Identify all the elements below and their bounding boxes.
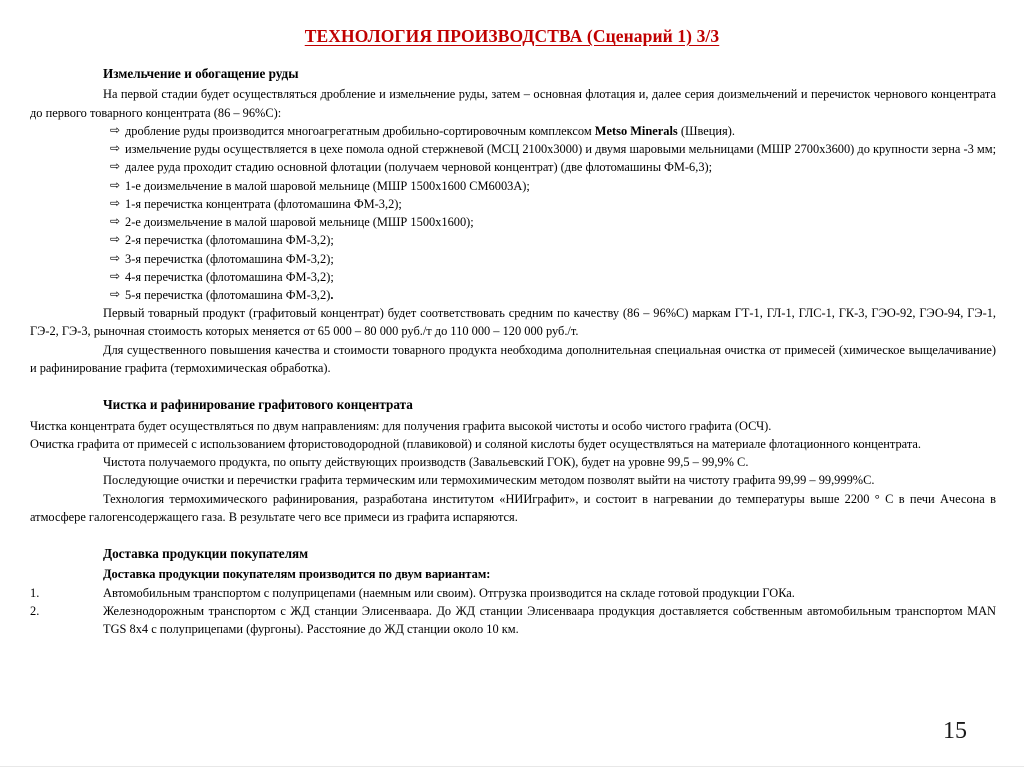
list-item [30, 250, 996, 268]
page-number: 15 [943, 718, 967, 744]
arrow-bullet-icon: ⇨ [110, 214, 121, 229]
list-item-text: 1-е доизмельчение в малой шаровой мельнице (МШР 1500х1600 СМ6003А); [125, 178, 530, 193]
list-item [30, 177, 996, 195]
list-item-number: 1. [30, 585, 40, 600]
list-item-text: 3-я перечистка (флотомашина ФМ-3,2); [125, 251, 334, 266]
paragraph-refining-directions: Чистка концентрата будет осуществляться по двум направлениям: для получения графита высокой чистоты и особо чистого графита (ОСЧ). [30, 418, 772, 433]
section-heading-grinding: Измельчение и обогащение руды [103, 66, 299, 81]
paragraph-thermal-purification: Последующие очистки и перечистки графита термическим или термохимическим методом позволят выйти на чистоту графита 99,99 – 99,999%С. [103, 473, 875, 488]
slide-title [0, 26, 1024, 47]
list-item-text: измельчение руды осуществляется в цехе помола одной стержневой (МСЦ 2100х3000) и двумя шаровыми мельницами (МШР 2700х3600) до крупности зерна -3 мм; [125, 142, 997, 157]
paragraph-quality-improvement: Для существенного повышения качества и стоимости товарного продукта необходима дополнительная специальная очистка от примесей (химическое выщелачивание) и рафинирование графита (термохимическая обработка). [30, 342, 996, 375]
list-item [30, 602, 996, 638]
list-item [30, 140, 996, 158]
arrow-bullet-icon: ⇨ [110, 159, 121, 174]
slide-title-text: ТЕХНОЛОГИЯ ПРОИЗВОДСТВА (Сценарий 1) 3/3 [304, 26, 720, 46]
list-item-bold: Metso Minerals [594, 123, 678, 138]
paragraph-grinding-intro: На первой стадии будет осуществляться дробление и измельчение руды, затем – основная флотация и, далее серия доизмельчений и перечисток чернового концентрата до первого товарного концентрата (86 – 96%С): [30, 87, 996, 120]
list-item-text: далее руда проходит стадию основной флотации (получаем черновой концентрат) (две флотомашины ФМ-6,3); [125, 160, 713, 175]
list-item [30, 158, 996, 176]
list-item-text: 5-я перечистка (флотомашина ФМ-3,2) [125, 287, 331, 302]
delivery-options-list [30, 584, 996, 639]
list-item [30, 122, 996, 140]
section-heading-delivery: Доставка продукции покупателям [103, 545, 309, 561]
list-item-text: Автомобильным транспортом с полуприцепами (наемным или своим). Отгрузка производится на складе готовой продукции ГОКа. [103, 585, 795, 600]
list-item-text: 4-я перечистка (флотомашина ФМ-3,2); [125, 269, 334, 284]
arrow-bullet-icon: ⇨ [110, 122, 121, 137]
arrow-bullet-icon: ⇨ [110, 286, 121, 301]
list-item-number: 2. [30, 603, 40, 618]
list-item-text: дробление руды производится многоагрегатным дробильно-сортировочным комплексом [125, 123, 595, 138]
list-item-text: 2-е доизмельчение в малой шаровой мельнице (МШР 1500х1600); [125, 215, 474, 230]
list-item [30, 195, 996, 213]
process-steps-list [30, 122, 996, 304]
paragraph-delivery-subheading: Доставка продукции покупателям производится по двум вариантам: [103, 567, 491, 582]
paragraph-purity-level: Чистота получаемого продукта, по опыту действующих производств (Завальевский ГОК), будет на уровне 99,5 – 99,9% С. [103, 455, 749, 470]
list-item [30, 268, 996, 286]
list-item-text: 1-я перечистка концентрата (флотомашина ФМ-3,2); [125, 196, 402, 211]
list-item-text: 2-я перечистка (флотомашина ФМ-3,2); [125, 233, 334, 248]
arrow-bullet-icon: ⇨ [110, 195, 121, 210]
arrow-bullet-icon: ⇨ [110, 232, 121, 247]
list-item [30, 213, 996, 231]
list-item [30, 584, 996, 602]
section-heading-refining: Чистка и рафинирование графитового концентрата [103, 397, 413, 413]
paragraph-niigrafit-technology: Технология термохимического рафинирования, разработана институтом «НИИграфит», и состоит в нагревании до температуры выше 2200 ° С в печи Ачесона в атмосфере галогенсодержащего газа. В результате чего все примеси из графита испаряются. [30, 491, 996, 524]
list-item [30, 231, 996, 249]
list-item-tail: (Швеция). [677, 123, 735, 138]
list-item [30, 286, 996, 304]
arrow-bullet-icon: ⇨ [110, 177, 121, 192]
list-item-bold: . [330, 287, 334, 302]
list-item-text: Железнодорожным транспортом с ЖД станции Элисенваара. До ЖД станции Элисенваара продукция доставляется собственным автомобильным транспортом MAN TGS 8х4 с полуприцепами (фургоны). Расстояние до ЖД станции около 10 км. [103, 603, 996, 637]
arrow-bullet-icon: ⇨ [110, 141, 121, 156]
arrow-bullet-icon: ⇨ [110, 268, 121, 283]
paragraph-first-product: Первый товарный продукт (графитовый концентрат) будет соответствовать средним по качеству (86 – 96%С) маркам ГТ-1, ГЛ-1, ГЛС-1, ГК-3, ГЭО-92, ГЭО-94, ГЭ-1, ГЭ-2, ГЭ-3, рыночная стоимость которых меняется от 65 000 – 80 000 руб./т до 110 000 – 120 000 руб./т. [30, 306, 996, 339]
arrow-bullet-icon: ⇨ [110, 250, 121, 265]
slide-body [30, 64, 996, 638]
paragraph-acid-purification: Очистка графита от примесей с использованием фтористоводородной (плавиковой) и соляной кислоты будет осуществляться на материале флотационного концентрата. [30, 436, 922, 451]
